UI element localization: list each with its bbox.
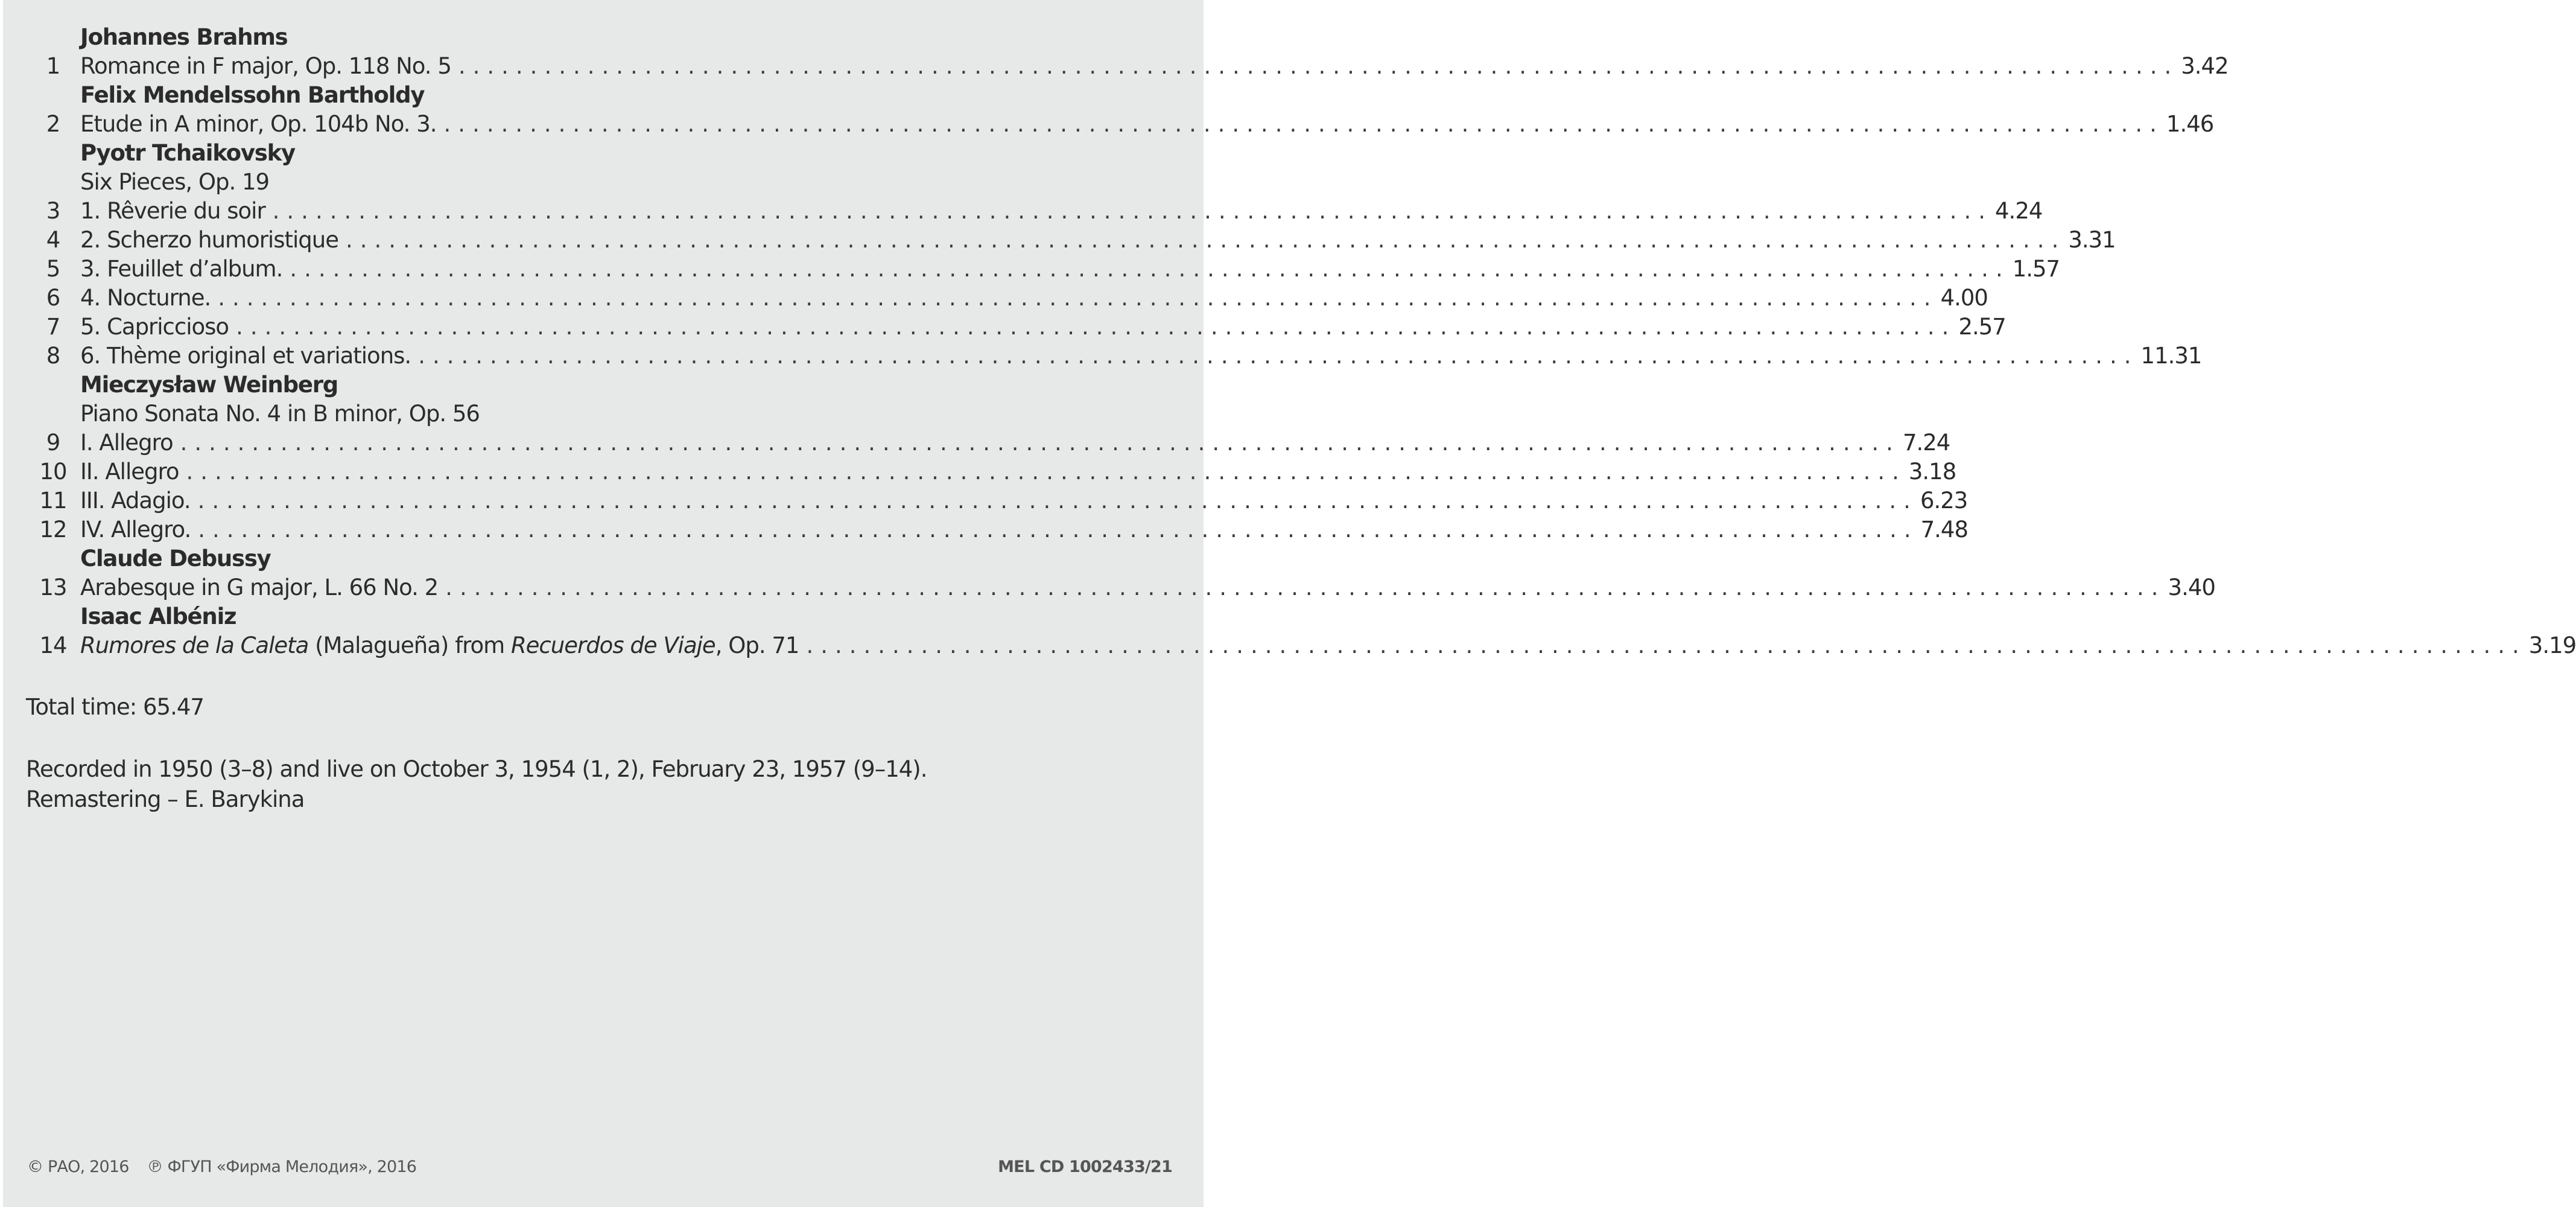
track-number: 3	[46, 198, 60, 224]
dot-leader: ........................................................................................................................	[290, 256, 2010, 282]
composer-row	[26, 81, 1178, 110]
track-title: III. Adagio.	[80, 488, 191, 514]
composer-row	[26, 371, 1178, 400]
track-number: 7	[46, 314, 60, 340]
track-row	[26, 284, 1988, 313]
composer-row	[26, 602, 1178, 631]
track-row	[26, 631, 2576, 660]
track-title: II. Allegro	[80, 459, 179, 485]
track-title-part: (Malagueña) from	[308, 632, 511, 658]
track-title-part: , Op. 71	[715, 632, 799, 658]
composer-row	[26, 544, 1178, 573]
composer-row	[26, 139, 1178, 168]
remastering-credit: Remastering – E. Barykina	[26, 786, 305, 812]
work-title-row	[26, 400, 1178, 428]
track-number: 12	[39, 517, 67, 543]
track-title: 6. Thème original et variations.	[80, 343, 411, 369]
track-number: 10	[39, 459, 67, 485]
work-title: Piano Sonata No. 4 in B minor, Op. 56	[80, 401, 480, 427]
track-row	[26, 342, 2202, 371]
track-duration: 7.48	[1920, 517, 1968, 543]
track-number: 8	[46, 343, 60, 369]
dot-leader: ........................................................................................................................	[345, 227, 2066, 253]
track-duration: 3.31	[2068, 227, 2116, 253]
dot-leader: ........................................................................................................................	[272, 198, 1993, 224]
track-duration: 4.00	[1940, 285, 1988, 311]
composer-row	[26, 23, 1178, 52]
work-title: Six Pieces, Op. 19	[80, 169, 270, 195]
dot-leader: ........................................................................................................................	[197, 488, 1918, 514]
track-number: 2	[46, 111, 60, 137]
tracklist	[26, 23, 2576, 660]
composer-name: Pyotr Tchaikovsky	[80, 140, 295, 166]
track-title: 4. Nocturne.	[80, 285, 211, 311]
track-title: 5. Capriccioso	[80, 314, 229, 340]
dot-leader: ........................................................................................................................	[180, 430, 1900, 456]
track-title: Etude in A minor, Op. 104b No. 3.	[80, 111, 437, 137]
dot-leader: ........................................................................................................................	[236, 314, 1956, 340]
track-number: 5	[46, 256, 60, 282]
track-row	[26, 457, 1956, 486]
dot-leader: ........................................................................................................................	[443, 111, 2164, 137]
track-row	[26, 110, 2214, 139]
track-row	[26, 515, 1968, 544]
copyright-footer	[27, 1158, 416, 1176]
total-time: Total time: 65.47	[26, 694, 204, 720]
phonogram-text: ℗ ФГУП «Фирма Мелодия», 2016	[147, 1158, 417, 1176]
track-number: 11	[39, 488, 67, 514]
recording-info: Recorded in 1950 (3–8) and live on October 3, 1954 (1, 2), February 23, 1957 (9–14).	[26, 756, 927, 782]
track-title: 2. Scherzo humoristique	[80, 227, 338, 253]
dot-leader: ........................................................................................................................	[186, 459, 1906, 485]
track-duration: 3.18	[1908, 459, 1956, 485]
dot-leader: ........................................................................................................................	[445, 575, 2166, 600]
track-title: 1. Rêverie du soir	[80, 198, 265, 224]
dot-leader: ........................................................................................................................	[806, 632, 2527, 658]
track-title	[80, 631, 799, 660]
track-duration: 3.19	[2528, 632, 2576, 658]
dot-leader: ........................................................................................................................	[458, 53, 2179, 79]
track-number: 1	[46, 53, 60, 79]
dot-leader: ........................................................................................................................	[198, 517, 1918, 543]
track-duration: 3.40	[2168, 575, 2215, 600]
track-duration: 6.23	[1920, 488, 1968, 514]
composer-name: Mieczysław Weinberg	[80, 372, 338, 398]
track-title: Arabesque in G major, L. 66 No. 2	[80, 575, 439, 600]
track-duration: 7.24	[1902, 430, 1950, 456]
track-duration: 1.46	[2166, 111, 2214, 137]
track-row	[26, 226, 2116, 255]
track-row	[26, 573, 2215, 602]
dot-leader: ........................................................................................................................	[218, 285, 1938, 311]
catalog-number: MEL CD 1002433/21	[998, 1158, 1172, 1176]
track-row	[26, 486, 1968, 515]
track-row	[26, 313, 2006, 342]
track-title: IV. Allegro.	[80, 517, 191, 543]
track-number: 6	[46, 285, 60, 311]
dot-leader: ........................................................................................................................	[418, 343, 2139, 369]
composer-name: Claude Debussy	[80, 546, 271, 572]
track-duration: 1.57	[2012, 256, 2060, 282]
track-row	[26, 428, 1950, 457]
track-duration: 4.24	[1995, 198, 2043, 224]
track-duration: 11.31	[2140, 343, 2202, 369]
track-number: 13	[39, 575, 67, 600]
booklet-page	[3, 0, 2576, 1207]
copyright-text: © РАО, 2016	[27, 1158, 129, 1176]
track-title-italic: Rumores de la Caleta	[80, 632, 309, 658]
track-number: 14	[39, 632, 67, 658]
track-title: I. Allegro	[80, 430, 173, 456]
track-duration: 2.57	[1958, 314, 2006, 340]
track-title-italic: Recuerdos de Viaje	[510, 632, 715, 658]
track-title: Romance in F major, Op. 118 No. 5	[80, 53, 451, 79]
composer-name: Felix Mendelssohn Bartholdy	[80, 82, 425, 108]
work-title-row	[26, 168, 1178, 197]
track-number: 4	[46, 227, 60, 253]
composer-name: Johannes Brahms	[80, 24, 288, 50]
track-title: 3. Feuillet d’album.	[80, 256, 283, 282]
recording-notes	[26, 754, 927, 815]
composer-name: Isaac Albéniz	[80, 604, 236, 629]
track-row	[26, 52, 2229, 81]
track-row	[26, 197, 2043, 226]
track-duration: 3.42	[2181, 53, 2229, 79]
track-number: 9	[46, 430, 60, 456]
track-row	[26, 255, 2060, 284]
